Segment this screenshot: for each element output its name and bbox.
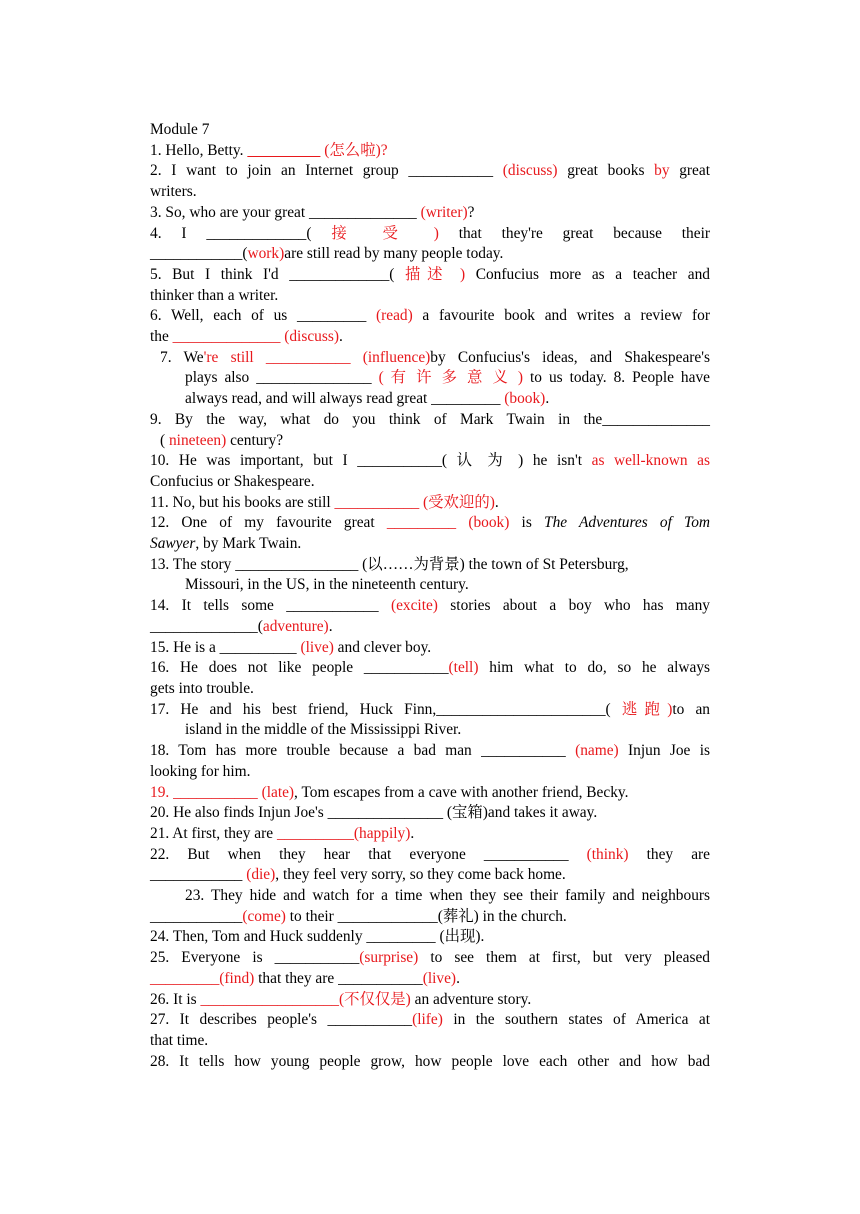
text-line bbox=[150, 617, 710, 638]
body-text: they are bbox=[628, 845, 710, 863]
text-line bbox=[150, 720, 710, 741]
body-text: Confucius or Shakespeare. bbox=[150, 472, 315, 490]
text-line bbox=[150, 265, 710, 286]
text-line bbox=[150, 224, 710, 245]
body-text: . bbox=[328, 617, 333, 635]
body-text: 20. He also finds Injun Joe's _______________ (宝箱)and takes it away. bbox=[150, 804, 598, 822]
body-text: , Tom escapes from a cave with another friend, Becky. bbox=[294, 783, 629, 801]
body-text: ____________ bbox=[150, 907, 243, 925]
hint-text: _________ (book) bbox=[386, 514, 510, 532]
body-text: 18. Tom has more trouble because a bad man ___________ bbox=[150, 742, 576, 760]
body-text: is bbox=[509, 514, 545, 532]
hint-text: ______________ (discuss) bbox=[172, 328, 339, 346]
text-line bbox=[150, 907, 710, 928]
body-text: great books bbox=[557, 162, 655, 180]
text-line bbox=[150, 596, 710, 617]
body-text: that time. bbox=[150, 1031, 209, 1049]
body-text: an adventure story. bbox=[410, 990, 532, 1008]
body-text: 15. He is a __________ bbox=[150, 638, 301, 656]
text-line bbox=[150, 141, 710, 162]
text-line bbox=[150, 306, 710, 327]
body-text: century? bbox=[226, 431, 284, 449]
body-text: ( bbox=[160, 431, 169, 449]
hint-text: (book) bbox=[504, 390, 546, 408]
text-line bbox=[150, 886, 710, 907]
exercise-lines bbox=[150, 141, 710, 1073]
body-text: . bbox=[456, 969, 460, 987]
body-text: and clever boy. bbox=[333, 638, 432, 656]
body-text: stories about a boy who has many bbox=[437, 597, 710, 615]
body-text: ? bbox=[467, 203, 475, 221]
text-line bbox=[150, 327, 710, 348]
hint-text: ( 有 许 多 意 义 ) bbox=[378, 369, 524, 387]
text-line bbox=[150, 658, 710, 679]
body-text: Injun Joe is bbox=[618, 742, 710, 760]
worksheet-page bbox=[150, 120, 710, 1072]
body-text: 28. It tells how young people grow, how people love each other and how bad bbox=[150, 1052, 710, 1070]
hint-text bbox=[247, 142, 320, 159]
text-line bbox=[150, 182, 710, 203]
body-text: always read, and will always read great _________ bbox=[185, 390, 505, 408]
body-text: to an bbox=[672, 700, 710, 718]
hint-text: (live) bbox=[422, 969, 457, 987]
text-line bbox=[150, 927, 710, 948]
text-line bbox=[150, 575, 710, 596]
body-text: great bbox=[669, 162, 710, 180]
hint-text: (life) bbox=[412, 1011, 443, 1029]
text-line bbox=[150, 783, 710, 804]
hint-text: (怎么啦)? bbox=[320, 141, 388, 159]
hint-text: 接 受 ) bbox=[331, 224, 439, 242]
text-line bbox=[150, 1052, 710, 1073]
text-line bbox=[150, 203, 710, 224]
body-text: writers. bbox=[150, 183, 197, 201]
body-text: . bbox=[494, 493, 499, 511]
body-text: to us today. 8. People have bbox=[523, 369, 710, 387]
body-text: 25. Everyone is ___________ bbox=[150, 949, 360, 967]
body-text: a favourite book and writes a review for bbox=[412, 307, 711, 325]
text-line bbox=[150, 845, 710, 866]
hint-text: (excite) bbox=[390, 597, 438, 615]
text-line bbox=[150, 286, 710, 307]
body-text: are still read by many people today. bbox=[284, 245, 504, 263]
body-text: 16. He does not like people ___________ bbox=[150, 659, 449, 677]
body-text: . bbox=[410, 824, 415, 842]
body-text: . bbox=[545, 390, 550, 408]
hint-text: by bbox=[654, 162, 670, 180]
hint-text: (live) bbox=[300, 638, 334, 656]
module-title: Module 7 bbox=[150, 121, 210, 138]
body-text: Sawyer bbox=[150, 535, 196, 553]
body-text: ____________ bbox=[150, 866, 247, 884]
body-text: 24. Then, Tom and Huck suddenly _________ (出现). bbox=[150, 928, 485, 946]
body-text: looking for him. bbox=[150, 762, 251, 780]
body-text: Missouri, in the US, in the nineteenth century. bbox=[185, 576, 469, 594]
text-line bbox=[150, 368, 710, 389]
text-line bbox=[150, 244, 710, 265]
body-text: 5. But I think I'd _____________( bbox=[150, 265, 406, 283]
body-text: 10. He was important, but I ___________( 认 为 ) he isn't bbox=[150, 452, 592, 470]
hint-text: 描述 ) bbox=[405, 265, 466, 283]
body-text: 17. He and his best friend, Huck Finn,______________________( bbox=[150, 700, 622, 718]
body-text: 7. We bbox=[160, 348, 204, 366]
text-line bbox=[150, 513, 710, 534]
text-line bbox=[150, 762, 710, 783]
text-line bbox=[150, 741, 710, 762]
body-text: , by Mark Twain. bbox=[195, 535, 302, 553]
hint-text: 're still ___________ (influence) bbox=[203, 348, 431, 366]
body-text: 2. I want to join an Internet group ___________ bbox=[150, 162, 503, 180]
hint-text: (surprise) bbox=[359, 949, 419, 967]
body-text: 14. It tells some ____________ bbox=[150, 597, 391, 615]
body-text: by Confucius's ideas, and Shakespeare's bbox=[430, 348, 710, 366]
hint-text: (come) bbox=[242, 907, 286, 925]
text-line bbox=[150, 803, 710, 824]
hint-text: adventure) bbox=[262, 617, 329, 635]
body-text: thinker than a writer. bbox=[150, 286, 279, 304]
hint-text: 19. ___________ (late) bbox=[150, 783, 295, 801]
hint-text: __________(happily) bbox=[276, 824, 411, 842]
hint-text: work) bbox=[247, 245, 285, 263]
body-text: 1. Hello, Betty. bbox=[150, 141, 248, 159]
hint-text: ___________ (受欢迎的) bbox=[334, 493, 495, 511]
text-line bbox=[150, 969, 710, 990]
hint-text: (name) bbox=[575, 742, 619, 760]
body-text: to see them at first, but very pleased bbox=[418, 949, 710, 967]
text-line bbox=[150, 948, 710, 969]
hint-text: (writer) bbox=[420, 203, 468, 221]
body-text: Confucius more as a teacher and bbox=[465, 265, 710, 283]
hint-text: (tell) bbox=[448, 659, 479, 677]
body-text: 13. The story ________________ (以……为背景) the town of St Petersburg, bbox=[150, 555, 629, 573]
body-text: 22. But when they hear that everyone ___________ bbox=[150, 845, 587, 863]
text-line bbox=[150, 534, 710, 555]
text-line bbox=[150, 555, 710, 576]
hint-text: 逃跑) bbox=[621, 700, 673, 718]
body-text: , they feel very sorry, so they come back home. bbox=[275, 866, 566, 884]
hint-text: nineteen) bbox=[168, 431, 227, 449]
text-line bbox=[150, 990, 710, 1011]
body-text: 21. At first, they are bbox=[150, 824, 277, 842]
text-line bbox=[150, 348, 710, 369]
text-line bbox=[150, 865, 710, 886]
body-text: in the southern states of America at bbox=[442, 1011, 710, 1029]
text-line bbox=[150, 161, 710, 182]
text-line bbox=[150, 700, 710, 721]
body-text: 9. By the way, what do you think of Mark Twain in the______________ bbox=[150, 410, 710, 428]
hint-text: (die) bbox=[246, 866, 276, 884]
text-line bbox=[150, 472, 710, 493]
body-text: 27. It describes people's ___________ bbox=[150, 1011, 413, 1029]
body-text: 26. It is bbox=[150, 990, 201, 1008]
body-text: ______________( bbox=[150, 617, 263, 635]
hint-text: (discuss) bbox=[502, 162, 558, 180]
hint-text: as well-known as bbox=[591, 452, 710, 470]
hint-text: _________(find) bbox=[150, 969, 255, 987]
body-text: him what to do, so he always bbox=[478, 659, 710, 677]
body-text: . bbox=[338, 328, 343, 346]
hint-text: (read) bbox=[375, 307, 413, 325]
body-text: gets into trouble. bbox=[150, 679, 254, 697]
text-line bbox=[150, 389, 710, 410]
body-text: the bbox=[150, 328, 173, 346]
text-line bbox=[150, 679, 710, 700]
body-text: ____________( bbox=[150, 245, 248, 263]
body-text: 3. So, who are your great ______________ bbox=[150, 203, 421, 221]
body-text: 4. I _____________( bbox=[150, 224, 332, 242]
body-text: island in the middle of the Mississippi River. bbox=[185, 721, 462, 739]
body-text: that they're great because their bbox=[438, 224, 710, 242]
text-line bbox=[150, 410, 710, 431]
body-text: plays also _______________ bbox=[185, 369, 379, 387]
text-line bbox=[150, 431, 710, 452]
body-text: to their _____________(葬礼) in the church. bbox=[285, 907, 567, 925]
hint-text: __________________(不仅仅是) bbox=[200, 990, 411, 1008]
body-text: that they are ___________ bbox=[254, 969, 423, 987]
body-text: 12. One of my favourite great bbox=[150, 514, 387, 532]
hint-text: (think) bbox=[586, 845, 629, 863]
text-line bbox=[150, 638, 710, 659]
text-line bbox=[150, 451, 710, 472]
text-line bbox=[150, 1010, 710, 1031]
body-text: The Adventures of Tom bbox=[544, 514, 711, 532]
body-text: 11. No, but his books are still bbox=[150, 493, 335, 511]
text-line bbox=[150, 1031, 710, 1052]
text-line bbox=[150, 824, 710, 845]
body-text: 23. They hide and watch for a time when they see their family and neighbours bbox=[185, 887, 710, 905]
body-text: 6. Well, each of us _________ bbox=[150, 307, 376, 325]
text-line bbox=[150, 493, 710, 514]
